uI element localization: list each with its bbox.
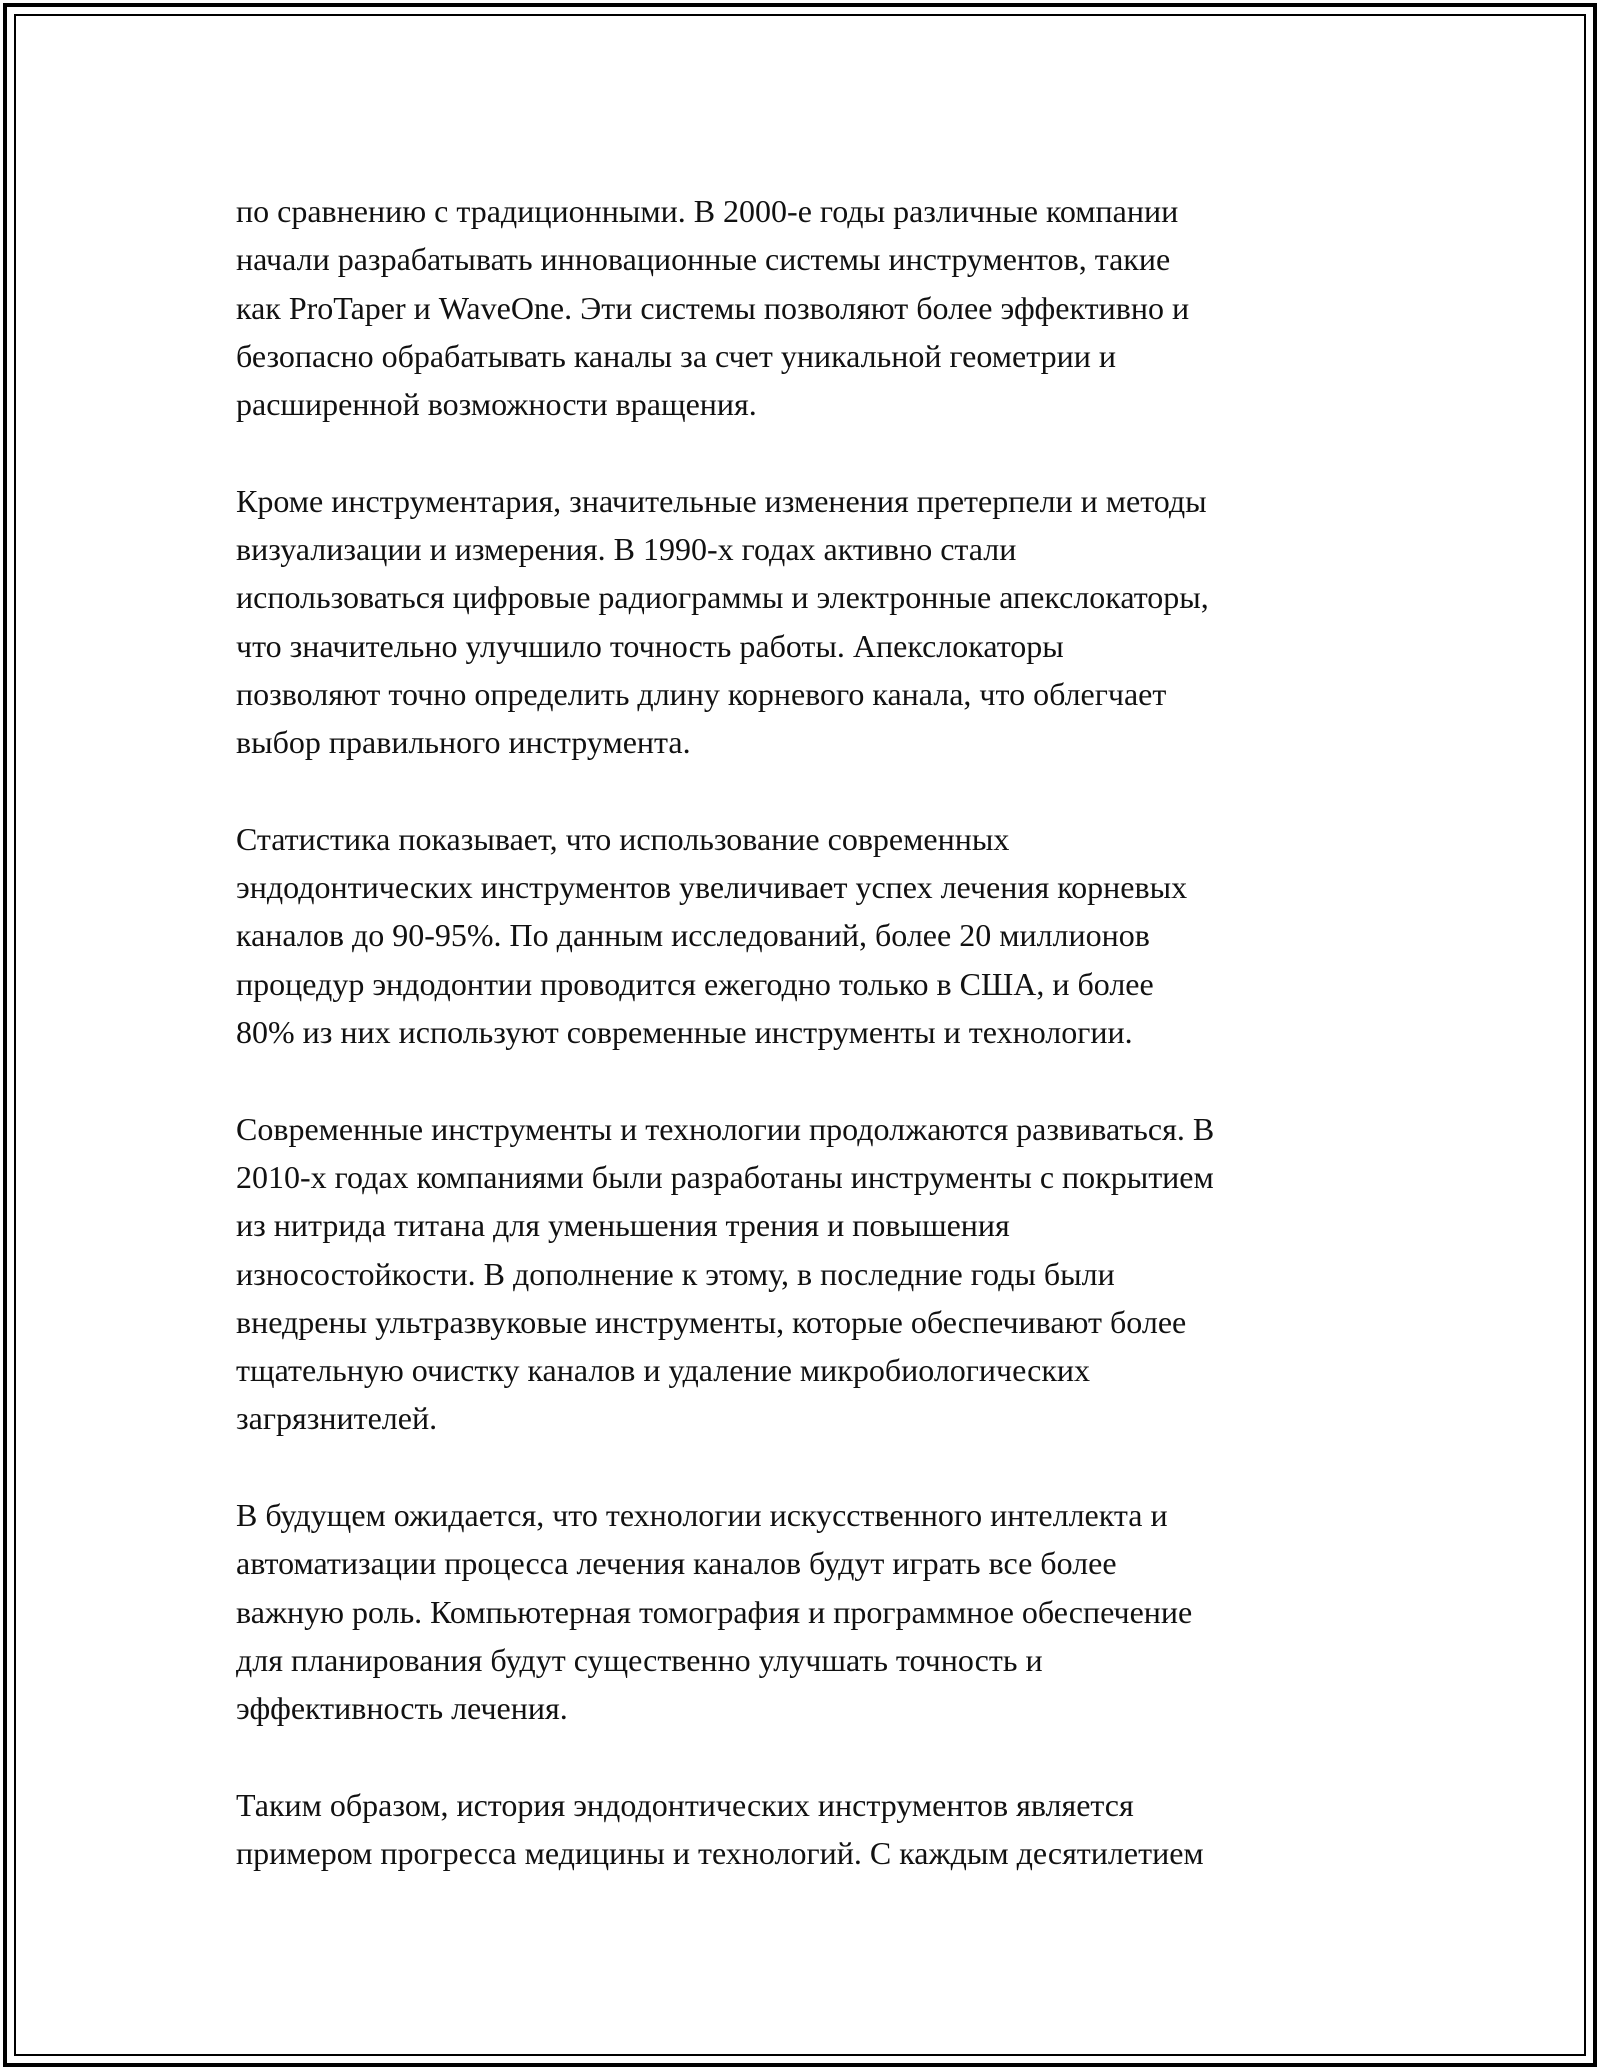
text-line: эффективность лечения.	[236, 1690, 568, 1727]
text-line: загрязнителей.	[236, 1400, 438, 1437]
text-line: процедур эндодонтии проводится ежегодно только в США, и более	[236, 965, 1154, 1002]
text-line: расширенной возможности вращения.	[236, 386, 757, 423]
text-line: использоваться цифровые радиограммы и электронные апекслокаторы,	[236, 579, 1209, 616]
text-line: по сравнению с традиционными. В 2000-е годы различные компании	[236, 193, 1179, 229]
text-line: что значительно улучшило точность работы. Апекслокаторы	[236, 627, 1064, 664]
paragraph	[236, 187, 1381, 428]
text-line: 80% из них используют современные инструменты и технологии.	[236, 1014, 1133, 1051]
text-line: как ProTaper и WaveOne. Эти системы позволяют более эффективно и	[236, 289, 1190, 326]
text-line: для планирования будут существенно улучшать точность и	[236, 1641, 1043, 1678]
text-line: износостойкости. В дополнение к этому, в последние годы были	[236, 1255, 1115, 1292]
text-line: Статистика показывает, что использование современных	[236, 820, 1010, 857]
paragraph	[236, 815, 1381, 1056]
paragraph	[236, 1491, 1381, 1732]
text-line: Современные инструменты и технологии продолжаются развиваться. В	[236, 1110, 1215, 1147]
text-line: начали разрабатывать инновационные системы инструментов, такие	[236, 241, 1171, 278]
text-line: внедрены ультразвуковые инструменты, которые обеспечивают более	[236, 1303, 1187, 1340]
text-line: В будущем ожидается, что технологии искусственного интеллекта и	[236, 1497, 1168, 1534]
paragraph	[236, 1105, 1381, 1443]
text-line: выбор правильного инструмента.	[236, 724, 691, 761]
text-line: Кроме инструментария, значительные изменения претерпели и методы	[236, 482, 1207, 519]
text-line: Таким образом, история эндодонтических инструментов является	[236, 1786, 1134, 1823]
text-line: тщательную очистку каналов и удаление микробиологических	[236, 1352, 1090, 1389]
paragraph	[236, 1781, 1381, 1878]
text-line: позволяют точно определить длину корневого канала, что облегчает	[236, 675, 1167, 712]
text-line: безопасно обрабатывать каналы за счет уникальной геометрии и	[236, 337, 1116, 374]
text-line: автоматизации процесса лечения каналов будут играть все более	[236, 1545, 1117, 1582]
text-line: примером прогресса медицины и технологий. С каждым десятилетием	[236, 1835, 1204, 1872]
text-line: визуализации и измерения. В 1990-х годах активно стали	[236, 531, 1017, 568]
paragraph	[236, 477, 1381, 767]
text-line: каналов до 90-95%. По данным исследований, более 20 миллионов	[236, 917, 1150, 954]
text-line: важную роль. Компьютерная томография и программное обеспечение	[236, 1593, 1193, 1630]
text-line: эндодонтических инструментов увеличивает успех лечения корневых	[236, 869, 1188, 906]
text-line: 2010-х годах компаниями были разработаны инструменты с покрытием	[236, 1158, 1214, 1195]
text-line: из нитрида титана для уменьшения трения и повышения	[236, 1207, 1010, 1244]
document-body	[236, 187, 1381, 1877]
